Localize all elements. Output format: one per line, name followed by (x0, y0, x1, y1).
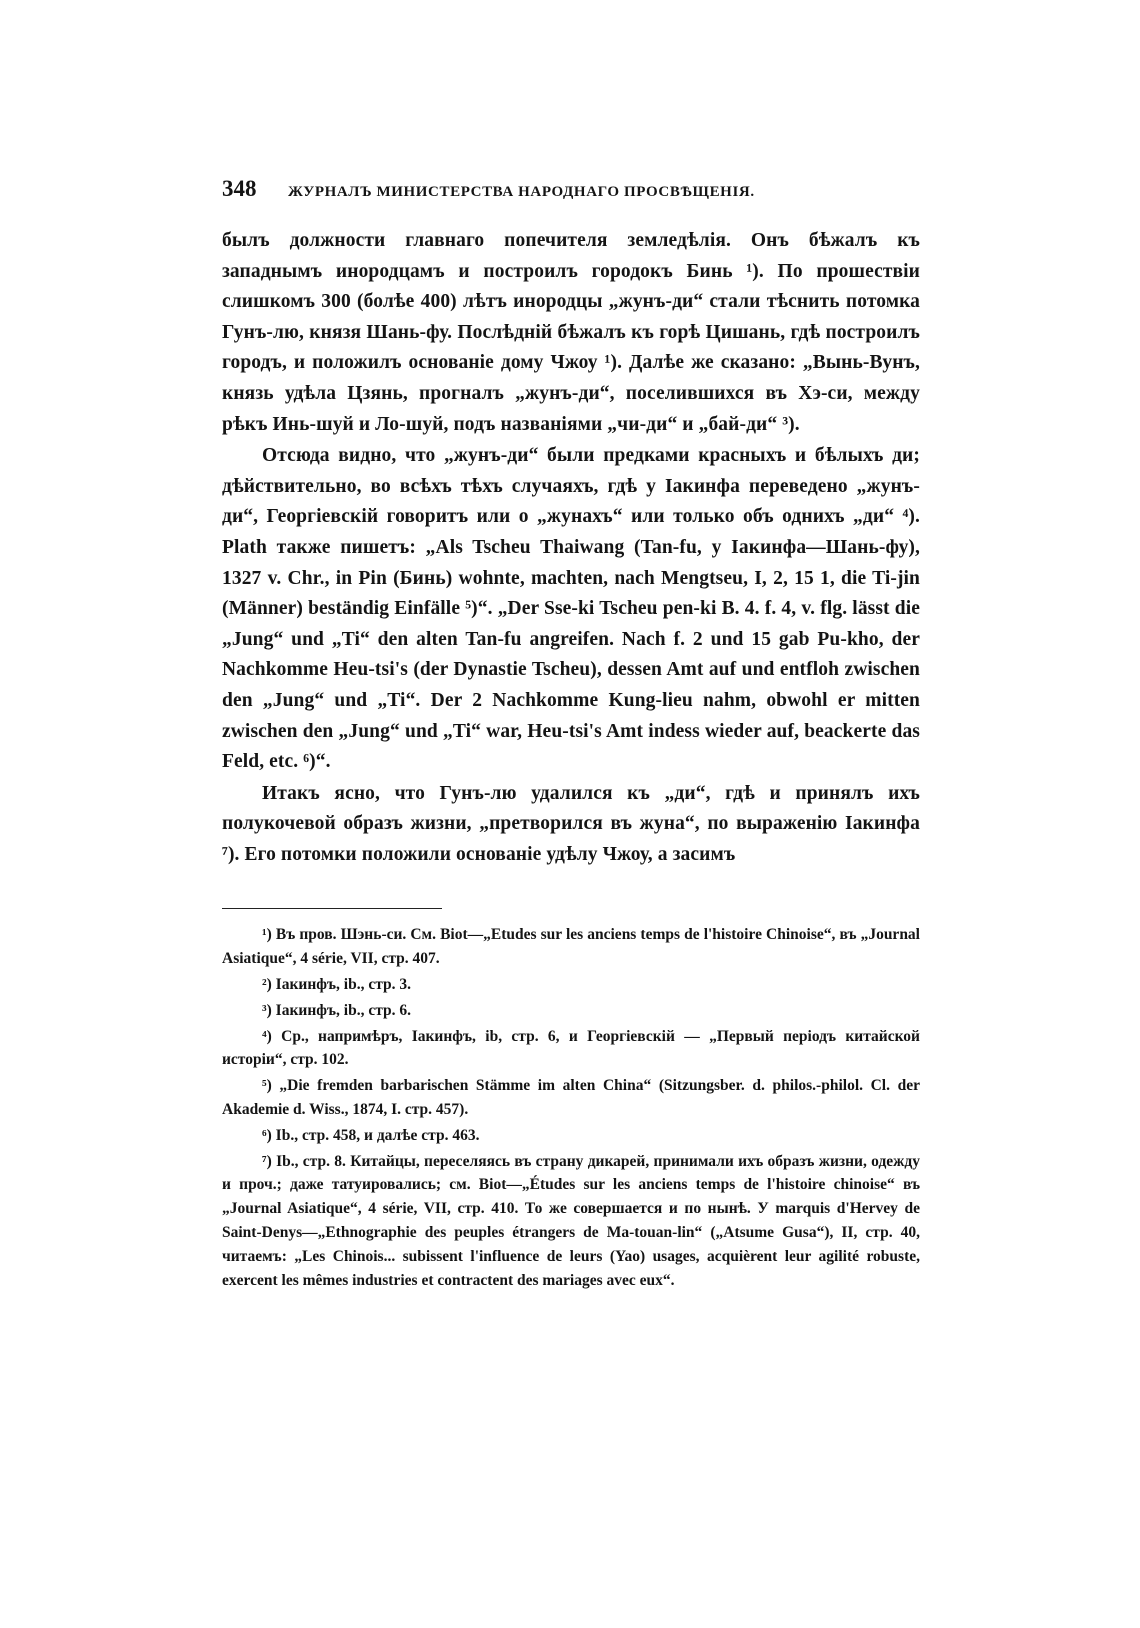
footnote: ²) Іакинфъ, ib., стр. 3. (262, 976, 411, 994)
footnote: ⁵) „Die fremden barbarischen Stämme im alten China“ (Sitzungsber. d. philos.-philol. Cl. der Akademie d. Wiss., 1874, I. стр. 457). (222, 1077, 920, 1119)
page-number: 348 (222, 176, 257, 201)
book-page (222, 176, 920, 1294)
paragraph: Итакъ ясно, что Гунъ-лю удалился къ „ди“, гдѣ и принялъ ихъ полукочевой образъ жизни, „претворился въ жуна“, по выраженію Іакинфа ⁷). Его потомки положили основаніе удѣлу Чжоу, а засимъ (222, 782, 920, 865)
paragraph: былъ должности главнаго попечителя земледѣлія. Онъ бѣжалъ къ западнымъ инородцамъ и построилъ городокъ Бинь ¹). По прошествіи слишкомъ 300 (болѣе 400) лѣтъ инородцы „жунъ-ди“ стали тѣснить потомка Гунъ-лю, князя Шань-фу. Послѣдній бѣжалъ къ горѣ Цишань, гдѣ построилъ городъ, и положилъ основаніе дому Чжоу ¹). Далѣе же сказано: „Вынь-Вунъ, князь удѣла Цзянь, прогналъ „жунъ-ди“, поселившихся въ Хэ-си, между рѣкъ Инь-шуй и Ло-шуй, подъ названіями „чи-ди“ и „бай-ди“ ³). (222, 230, 920, 435)
footnotes (222, 923, 920, 1292)
body-text (222, 226, 920, 870)
running-title: ЖУРНАЛЪ МИНИСТЕРСТВА НАРОДНАГО ПРОСВѢЩЕНІЯ. (288, 184, 755, 200)
footnote: ⁷) Ib., стр. 8. Китайцы, переселяясь въ страну дикарей, принимали ихъ образъ жизни, одежду и проч.; даже татуировались; см. Biot—„Études sur les anciens temps de l'histoire chinoise“ въ „Journal Asiatique“, 4 série, VII, стр. 410. То же совершается и по нынѣ. У marquis d'Hervey de Saint-Denys—„Ethnographie des peuples étrangers de Ma-touan-lin“ („Atsume Gusa“), II, стр. 40, читаемъ: „Les Chinois... subissent l'influence de leurs (Yao) usages, acquièrent leur agilité robuste, exercent les mêmes industries et contractent des mariages avec eux“. (222, 1152, 920, 1289)
paragraph: Отсюда видно, что „жунъ-ди“ были предками красныхъ и бѣлыхъ ди; дѣйствительно, во всѣхъ тѣхъ случаяхъ, гдѣ у Іакинфа переведено „жунъ-ди“, Георгіевскій говоритъ или о „жунахъ“ или только объ однихъ „ди“ ⁴). Plath также пишетъ: „Als Tscheu Thaiwang (Tan-fu, у Іакинфа—Шань-фу), 1327 v. Chr., in Pin (Бинь) wohnte, machten, nach Mengtseu, I, 2, 15 1, die Ti-jin (Männer) beständig Einfälle ⁵)“. „Der Sse-ki Tscheu pen-ki B. 4. f. 4, v. flg. lässt die „Jung“ und „Ti“ den alten Tan-fu angreifen. Nach f. 2 und 15 gab Pu-kho, der Nachkomme Heu-tsi's (der Dynastie Tscheu), dessen Amt auf und entfloh zwischen den „Jung“ und „Ti“. Der 2 Nachkomme Kung-lieu nahm, obwohl er mitten zwischen den „Jung“ und „Ti“ war, Heu-tsi's Amt indess wieder auf, beackerte das Feld, etc. ⁶)“. (222, 445, 920, 773)
footnote: ⁴) Ср., напримѣръ, Іакинфъ, ib, стр. 6, и Георгіевскій — „Первый періодъ китайской исторіи“, стр. 102. (222, 1027, 920, 1069)
footnote: ¹) Въ пров. Шэнь-си. См. Biot—„Etudes sur les anciens temps de l'histoire Chinoise“, въ „Journal Asiatique“, 4 série, VII, стр. 407. (222, 926, 920, 968)
footnote-divider (222, 908, 442, 909)
page-header (222, 176, 920, 210)
footnote: ⁶) Ib., стр. 458, и далѣе стр. 463. (262, 1126, 480, 1144)
footnote: ³) Іакинфъ, ib., стр. 6. (262, 1001, 411, 1019)
